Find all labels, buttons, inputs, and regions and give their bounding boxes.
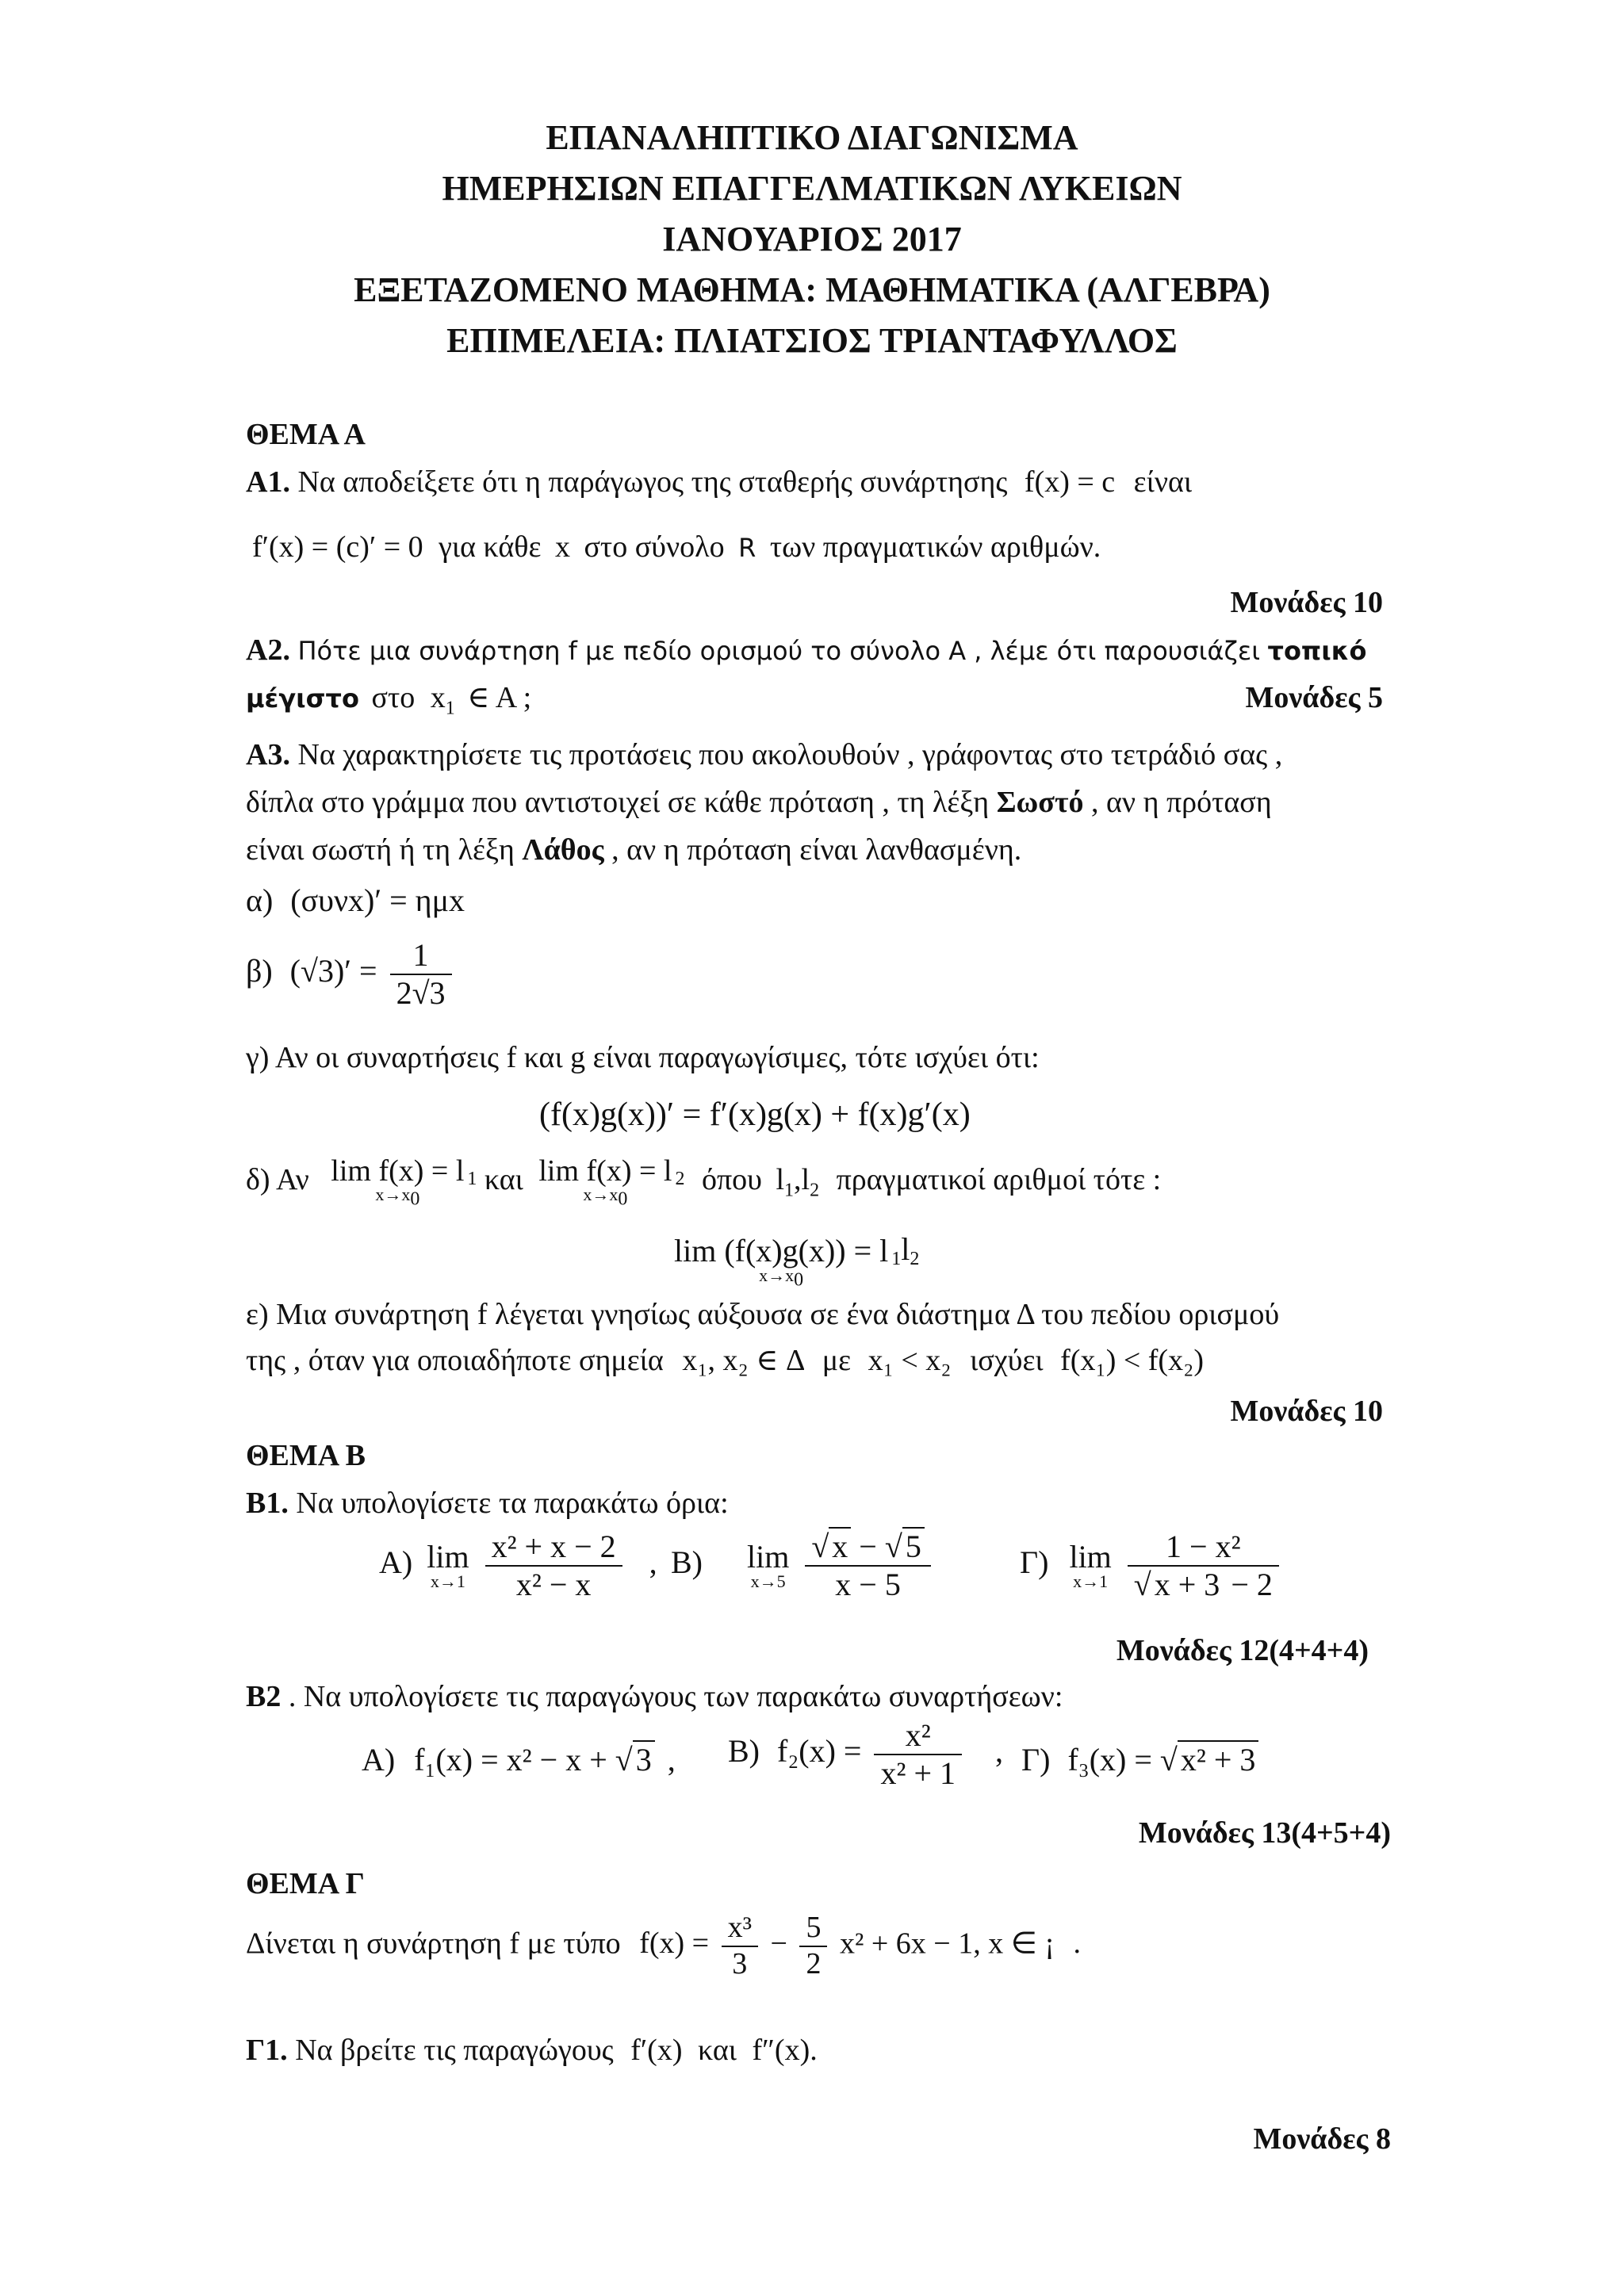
a2-in: ∈ A ; xyxy=(467,681,532,714)
b2-question xyxy=(246,1679,1063,1716)
g-frac2 xyxy=(799,1911,827,1981)
b1-g-num: 1 − x² xyxy=(1128,1529,1279,1567)
b1-g-den-rest: − 2 xyxy=(1231,1567,1273,1602)
a2-question xyxy=(246,633,1366,669)
beta-label: β) xyxy=(246,953,273,989)
a1-line2-text2: στο σύνολο xyxy=(584,530,725,564)
delta-lim1-expr: lim f(x) = l xyxy=(331,1154,465,1188)
f2-den: x² + 1 xyxy=(880,1755,956,1791)
delta-formula-under-sub: 0 xyxy=(794,1269,804,1290)
delta-sub2: 2 xyxy=(675,1168,685,1189)
f3-rad: x² + 3 xyxy=(1178,1740,1259,1777)
epsilon-e: ισχύει xyxy=(970,1344,1044,1377)
b1-b-den: x − 5 xyxy=(835,1567,901,1602)
delta-label: δ) Αν xyxy=(246,1162,309,1196)
b1-b-lim xyxy=(747,1541,789,1590)
statement-epsilon: ε) Μια συνάρτηση f λέγεται γνησίως αύξουσα σε ένα διάστημα Δ του πεδίου ορισμού xyxy=(246,1298,1280,1331)
a1-line2-text3: των πραγματικών αριθμών. xyxy=(769,530,1101,564)
f2-label: Β) xyxy=(728,1733,760,1770)
epsilon-c: με xyxy=(822,1344,852,1377)
g-f-lhs: f(x) = xyxy=(639,1927,710,1961)
delta-lim1-under: x→x xyxy=(375,1184,411,1204)
b1-g-den: √ x + 3 − 2 xyxy=(1133,1567,1273,1602)
b1-b-num: √ x − √ 5 xyxy=(805,1529,930,1567)
b2-func-a: Α) f₁(x) = x² − x + √ 3 , xyxy=(362,1742,676,1777)
g-intro xyxy=(246,1911,1081,1981)
a1-text: Να αποδείξετε ότι η παράγωγος της σταθερής συνάρτησης xyxy=(297,465,1008,499)
b1-a-den: x² − x xyxy=(515,1567,592,1602)
g-frac2-den: 2 xyxy=(806,1946,822,1980)
f2-lhs: f₂(x) = xyxy=(777,1733,862,1770)
f2-num: x² xyxy=(874,1717,962,1755)
header-date: ΙΑΝΟΥΑΡΙΟΣ 2017 xyxy=(662,220,962,258)
b1-g-under: x→1 xyxy=(1073,1571,1109,1591)
a3-line2 xyxy=(246,785,1272,821)
beta-den: 2√3 xyxy=(396,975,446,1011)
b1-limit-b xyxy=(671,1529,936,1603)
g1-text: Να βρείτε τις παραγώγους xyxy=(295,2034,614,2067)
b1-g-label: Γ) xyxy=(1020,1544,1049,1581)
b1-b-fraction xyxy=(805,1529,930,1603)
delta-formula-sub1: 1 xyxy=(891,1249,902,1269)
g1-question xyxy=(246,2033,818,2069)
b1-limit-a xyxy=(379,1529,657,1603)
b1-a-label: Α) xyxy=(379,1544,413,1581)
g-frac1-num: x³ xyxy=(722,1911,758,1947)
g-frac2-num: 5 xyxy=(799,1911,827,1947)
header-subject: ΕΞΕΤΑΖΟΜΕΝΟ ΜΑΘΗΜΑ: ΜΑΘΗΜΑΤΙΚΑ (ΑΛΓΕΒΡΑ) xyxy=(354,270,1270,309)
a2-bold1: τοπικό xyxy=(1267,636,1367,666)
b1-b-num-b: 5 xyxy=(902,1527,925,1564)
statement-epsilon-line2 xyxy=(246,1343,1204,1380)
a1-line2-R: R xyxy=(738,533,756,563)
beta-num: 1 xyxy=(390,937,452,975)
g-dot: . xyxy=(1073,1927,1081,1961)
g-f-rest: x² + 6x − 1, x ∈ ¡ xyxy=(839,1927,1055,1961)
b1-g-fraction xyxy=(1128,1529,1279,1603)
a1-line2-x: x xyxy=(554,530,570,564)
a1-label: Α1. xyxy=(246,465,290,499)
b1-a-comma: , xyxy=(649,1544,657,1581)
b2-func-b: Β) f₂(x) = $\frac{\text{x²}}{\text{x² + 1}}$ , xyxy=(728,1717,1004,1791)
a2-question-line2 xyxy=(246,680,531,720)
delta-lim1-sub: 0 xyxy=(410,1188,420,1210)
delta-l1-sub: 1 xyxy=(784,1180,795,1201)
b1-limit-g xyxy=(1020,1529,1284,1603)
section-a-title: ΘΕΜΑ Α xyxy=(246,418,366,451)
a2-sub: 1 xyxy=(445,698,455,719)
b1-a-under: x→1 xyxy=(430,1571,465,1591)
a3-line2-b: , αν η πρόταση xyxy=(1091,786,1272,819)
a2-points: Μονάδες 5 xyxy=(1245,681,1383,714)
a3-line1-text: Να χαρακτηρίσετε τις προτάσεις που ακολουθούν , γράφοντας στο τετράδιό σας , xyxy=(297,738,1283,771)
b1-b-num-a: x xyxy=(829,1527,851,1564)
section-g-title: ΘΕΜΑ Γ xyxy=(246,1867,365,1900)
header-title: ΕΠΑΝΑΛΗΠΤΙΚΟ ΔΙΑΓΩΝΙΣΜΑ xyxy=(546,118,1078,157)
b2-points: Μονάδες 13(4+5+4) xyxy=(1138,1816,1391,1850)
b2-label: Β2 xyxy=(246,1680,282,1713)
beta-lhs: (√3)′ = xyxy=(289,953,377,989)
b1-b-under: x→5 xyxy=(750,1571,786,1591)
b1-b-lim-word: lim xyxy=(747,1539,790,1575)
beta-fraction xyxy=(390,937,452,1012)
b1-g-den-rad: x + 3 xyxy=(1151,1565,1224,1602)
b1-a-num: x² + x − 2 xyxy=(485,1529,622,1567)
a1-question xyxy=(246,465,1192,501)
b1-a-lim xyxy=(427,1541,469,1590)
delta-where: όπου xyxy=(701,1162,762,1196)
epsilon-f: f(x₁) < f(x₂) xyxy=(1060,1344,1204,1377)
a2-bold2: μέγιστο xyxy=(246,683,359,714)
b2-text: . Να υπολογίσετε τις παραγώγους των παρακάτω συναρτήσεων: xyxy=(288,1680,1063,1713)
g-frac1-den: 3 xyxy=(732,1946,748,1980)
f3-lhs: f₃(x) = xyxy=(1067,1742,1152,1777)
delta-sub1: 1 xyxy=(467,1168,477,1189)
b2-func-g: Γ) f₃(x) = √ x² + 3 xyxy=(1021,1741,1258,1778)
a1-points: Μονάδες 10 xyxy=(1230,586,1383,619)
g1-f1: f′(x) xyxy=(630,2034,683,2067)
delta-l2-sub: 2 xyxy=(810,1180,820,1201)
delta-and: και xyxy=(484,1162,523,1196)
delta-lim2 xyxy=(538,1156,672,1208)
a2-label: Α2. xyxy=(246,633,290,667)
header-author: ΕΠΙΜΕΛΕΙΑ: ΠΛΙΑΤΣΙΟΣ ΤΡΙΑΝΤΑΦΥΛΛΟΣ xyxy=(446,321,1178,360)
b1-label: Β1. xyxy=(246,1487,289,1520)
section-b-title: ΘΕΜΑ Β xyxy=(246,1439,366,1472)
delta-formula-sub2: 2 xyxy=(910,1249,920,1269)
a1-end: είναι xyxy=(1133,465,1193,499)
a3-line3 xyxy=(246,832,1021,869)
a2-x: x xyxy=(430,681,446,714)
a1-formula: f′(x) = (c)′ = 0 xyxy=(252,530,423,564)
g-frac1 xyxy=(722,1911,758,1981)
statement-beta xyxy=(246,937,457,1012)
g-minus: − xyxy=(770,1927,787,1961)
b1-g-lim xyxy=(1069,1541,1111,1590)
a2-text: Πότε μια συνάρτηση f με πεδίο ορισμού το σύνολο Α , λέμε ότι παρουσιάζει xyxy=(297,636,1261,666)
f1-formula: f₁(x) = x² − x + xyxy=(414,1742,615,1777)
a3-line1 xyxy=(246,737,1282,774)
header-school: ΗΜΕΡΗΣΙΩΝ ΕΠΑΓΓΕΛΜΑΤΙΚΩΝ ΛΥΚΕΙΩΝ xyxy=(442,169,1182,208)
f2-fraction xyxy=(874,1717,962,1792)
g-intro-text: Δίνεται η συνάρτηση f με τύπο xyxy=(246,1927,621,1961)
a1-line2-text: για κάθε xyxy=(439,530,542,564)
a2-text2: στο xyxy=(371,681,416,714)
statement-alpha xyxy=(246,882,465,919)
statement-gamma: γ) Αν οι συναρτήσεις f και g είναι παραγωγίσιμες, τότε ισχύει ότι: xyxy=(246,1041,1040,1074)
delta-formula-lim xyxy=(674,1232,889,1290)
b1-text: Να υπολογίσετε τα παρακάτω όρια: xyxy=(296,1487,729,1520)
g1-points: Μονάδες 8 xyxy=(1253,2122,1391,2156)
a3-line3-bold: Λάθος xyxy=(522,833,604,867)
delta-lim1 xyxy=(331,1156,464,1208)
b1-a-lim-word: lim xyxy=(427,1539,469,1575)
delta-lim2-expr: lim f(x) = l xyxy=(538,1154,672,1188)
alpha-formula: (συνx)′ = ημx xyxy=(290,882,465,918)
a3-line2-bold: Σωστό xyxy=(996,786,1084,819)
delta-lim2-sub: 0 xyxy=(618,1188,628,1210)
delta-l2: l xyxy=(801,1162,810,1196)
statement-delta: δ) Αν lim f(x) = l $x\to x_0$ $_1$ και lim f(x) = l $x\to x_0$ $_2$ όπου $l_1,l_2$ πραγματικοί αριθμοί τότε : xyxy=(246,1154,1162,1210)
b1-a-fraction xyxy=(485,1529,622,1603)
g1-f2: f″(x). xyxy=(752,2034,818,2067)
b1-b-label: Β) xyxy=(671,1544,703,1581)
a3-line3-b: , αν η πρόταση είναι λανθασμένη. xyxy=(611,833,1022,867)
a1-func: f(x) = c xyxy=(1024,465,1116,499)
delta-lim2-under: x→x xyxy=(583,1184,619,1204)
delta-formula-expr: lim (f(x)g(x)) = l xyxy=(674,1232,889,1269)
delta-l1: l xyxy=(776,1162,785,1196)
delta-text: πραγματικοί αριθμοί τότε : xyxy=(836,1162,1162,1196)
f1-rad: 3 xyxy=(633,1740,655,1777)
delta-formula-under: x→x xyxy=(759,1265,795,1285)
a3-line2-a: δίπλα στο γράμμα που αντιστοιχεί σε κάθε πρόταση , τη λέξη xyxy=(246,786,990,819)
delta-formula-end: l xyxy=(901,1231,910,1267)
a1-question-line2 xyxy=(252,530,1101,566)
b1-g-lim-word: lim xyxy=(1069,1539,1112,1575)
b1-question xyxy=(246,1486,729,1522)
f1-label: Α) xyxy=(362,1742,396,1777)
alpha-label: α) xyxy=(246,882,274,918)
gamma-formula: (f(x)g(x))′ = f′(x)g(x) + f(x)g′(x) xyxy=(539,1096,971,1133)
a3-line3-a: είναι σωστή ή τη λέξη xyxy=(246,833,515,867)
epsilon-a: της , όταν για οποιαδήποτε σημεία xyxy=(246,1344,664,1377)
g1-and: και xyxy=(698,2034,737,2067)
epsilon-b: x₁, x₂ ∈ Δ xyxy=(682,1344,804,1377)
b1-points: Μονάδες 12(4+4+4) xyxy=(1116,1634,1369,1667)
f3-label: Γ) xyxy=(1021,1742,1051,1777)
delta-formula xyxy=(674,1230,919,1289)
a3-points: Μονάδες 10 xyxy=(1230,1395,1383,1428)
epsilon-d: x₁ < x₂ xyxy=(868,1344,952,1377)
g1-label: Γ1. xyxy=(246,2034,288,2067)
a3-label: Α3. xyxy=(246,738,290,771)
